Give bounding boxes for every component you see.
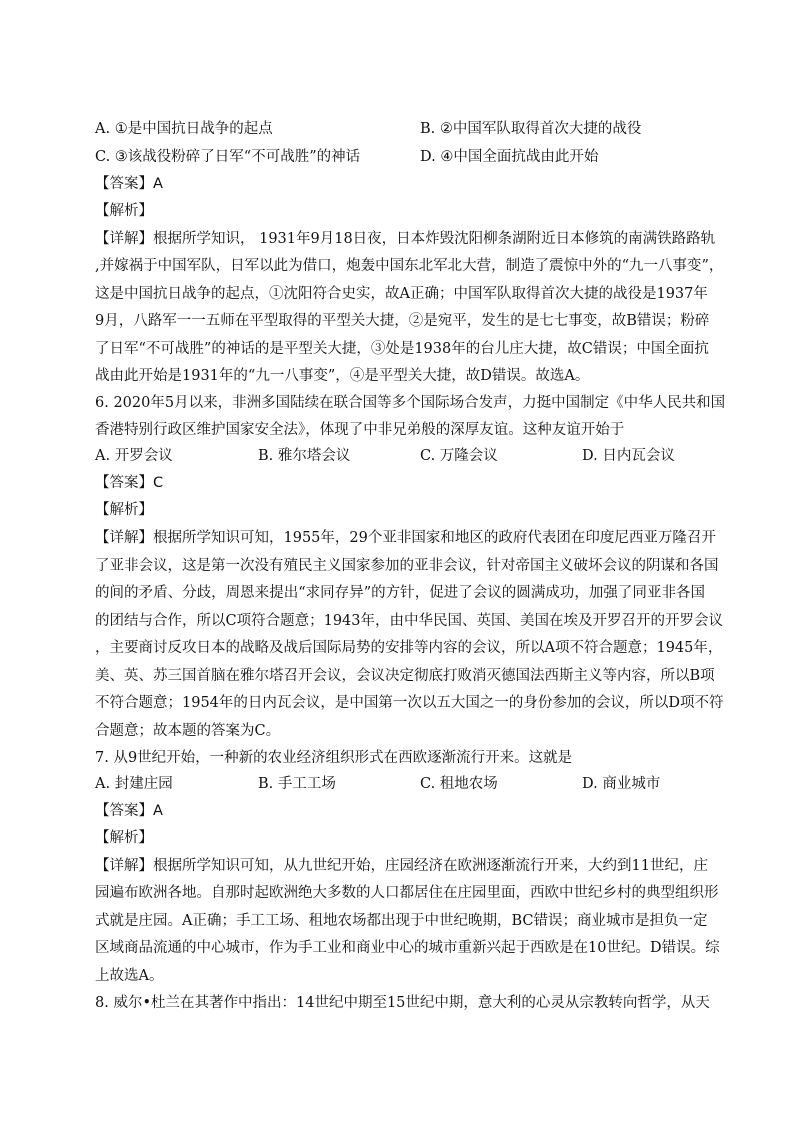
q5-option-d: D. ④中国全面抗战由此开始 <box>420 149 599 165</box>
q6-answer: 【答案】C <box>95 475 164 491</box>
q5-option-b: B. ②中国军队取得首次大捷的战役 <box>420 121 642 137</box>
q6-stem-line: 香港特别行政区维护国家安全法》，体现了中非兄弟般的深厚友谊。这种友谊开始于 <box>95 422 625 438</box>
q5-detail-line: 了日军“不可战胜”的神话的是平型关大捷，③处是1938年的台儿庄大捷，故C错误；中国全面抗 <box>95 341 709 357</box>
q7-option-d: D. 商业城市 <box>582 776 661 792</box>
q5-option-a: A. ①是中国抗日战争的起点 <box>95 121 273 137</box>
q6-analysis-label: 【解析】 <box>95 502 153 518</box>
q7-option-c: C. 租地农场 <box>420 776 498 792</box>
q7-detail-line: 园遍布欧洲各地。自那时起欧洲绝大多数的人口都居住在庄园里面，西欧中世纪乡村的典型组织形 <box>95 885 719 901</box>
q7-answer: 【答案】A <box>95 803 163 819</box>
q6-option-d: D. 日内瓦会议 <box>582 448 675 464</box>
q6-detail-line: 合题意；故本题的答案为C。 <box>95 723 281 739</box>
q7-option-a: A. 封建庄园 <box>95 776 173 792</box>
q6-detail-line: 美、英、苏三国首脑在雅尔塔召开会议，会议决定彻底打败消灭德国法西斯主义等内容，所以B项 <box>95 668 715 684</box>
q7-analysis-label: 【解析】 <box>95 830 153 846</box>
q6-detail-line: ，主要商讨反攻日本的战略及战后国际局势的安排等内容的会议，所以A项不符合题意；1945年， <box>95 640 723 656</box>
q7-detail-line: 【详解】根据所学知识可知，从九世纪开始，庄园经济在欧洲逐渐流行开来，大约到11世纪，庄 <box>95 858 708 874</box>
q6-detail-line: 不符合题意；1954年的日内瓦会议，是中国第一次以五大国之一的身份参加的会议，所以D项不符 <box>95 695 724 711</box>
q6-detail-line: 的间的矛盾、分歧，周恩来提出“求同存异”的方针，促进了会议的圆满成功，加强了同亚非各国 <box>95 585 705 601</box>
q5-detail-line: 战由此开始是1931年的“九一八事变”，④是平型关大捷，故D错误。故选A。 <box>95 368 590 384</box>
q7-detail-line: 区域商品流通的中心城市，作为手工业和商业中心的城市重新兴起于西欧是在10世纪。D错误。综 <box>95 940 720 956</box>
q5-detail-line: 这是中国抗日战争的起点，①沈阳符合史实，故A正确；中国军队取得首次大捷的战役是1937年 <box>95 286 708 302</box>
q5-option-c: C. ③该战役粉碎了日军“不可战胜”的神话 <box>95 149 361 165</box>
q5-detail-line: 【详解】根据所学知识， 1931年9月18日夜，日本炸毁沈阳柳条湖附近日本修筑的南满铁路路轨 <box>95 231 716 247</box>
q7-detail-line: 式就是庄园。A正确；手工工场、租地农场都出现于中世纪晚期，BC错误；商业城市是担负一定 <box>95 913 708 929</box>
q7-stem-line: 7. 从9世纪开始，一种新的农业经济组织形式在西欧逐渐流行开来。这就是 <box>95 750 573 766</box>
q6-option-c: C. 万隆会议 <box>420 448 498 464</box>
q7-option-b: B. 手工工场 <box>258 776 336 792</box>
q6-stem-line: 6. 2020年5月以来，非洲多国陆续在联合国等多个国际场合发声，力挺中国制定《中华人民共和国 <box>95 395 726 411</box>
q5-answer: 【答案】A <box>95 176 163 192</box>
q5-analysis-label: 【解析】 <box>95 203 153 219</box>
q6-detail-line: 了亚非会议，这是第一次没有殖民主义国家参加的亚非会议，针对帝国主义破坏会议的阴谋和各国 <box>95 558 719 574</box>
q7-detail-line: 上故选A。 <box>95 968 164 984</box>
q5-detail-line: ,并嫁祸于中国军队，日军以此为借口，炮轰中国东北军北大营，制造了震惊中外的“九一八事变”， <box>95 258 724 274</box>
q8-stem-line: 8. 威尔•杜兰在其著作中指出：14世纪中期至15世纪中期，意大利的心灵从宗教转向哲学，从天 <box>95 995 710 1011</box>
q6-detail-line: 的团结与合作，所以C项符合题意；1943年，由中华民国、英国、美国在埃及开罗召开的开罗会议 <box>95 613 723 629</box>
q6-detail-line: 【详解】根据所学知识可知，1955年，29个亚非国家和地区的政府代表团在印度尼西亚万隆召开 <box>95 530 716 546</box>
q6-option-a: A. 开罗会议 <box>95 448 173 464</box>
q5-detail-line: 9月，八路军一一五师在平型取得的平型关大捷，②是宛平，发生的是七七事变，故B错误；粉碎 <box>95 313 710 329</box>
q6-option-b: B. 雅尔塔会议 <box>258 448 351 464</box>
